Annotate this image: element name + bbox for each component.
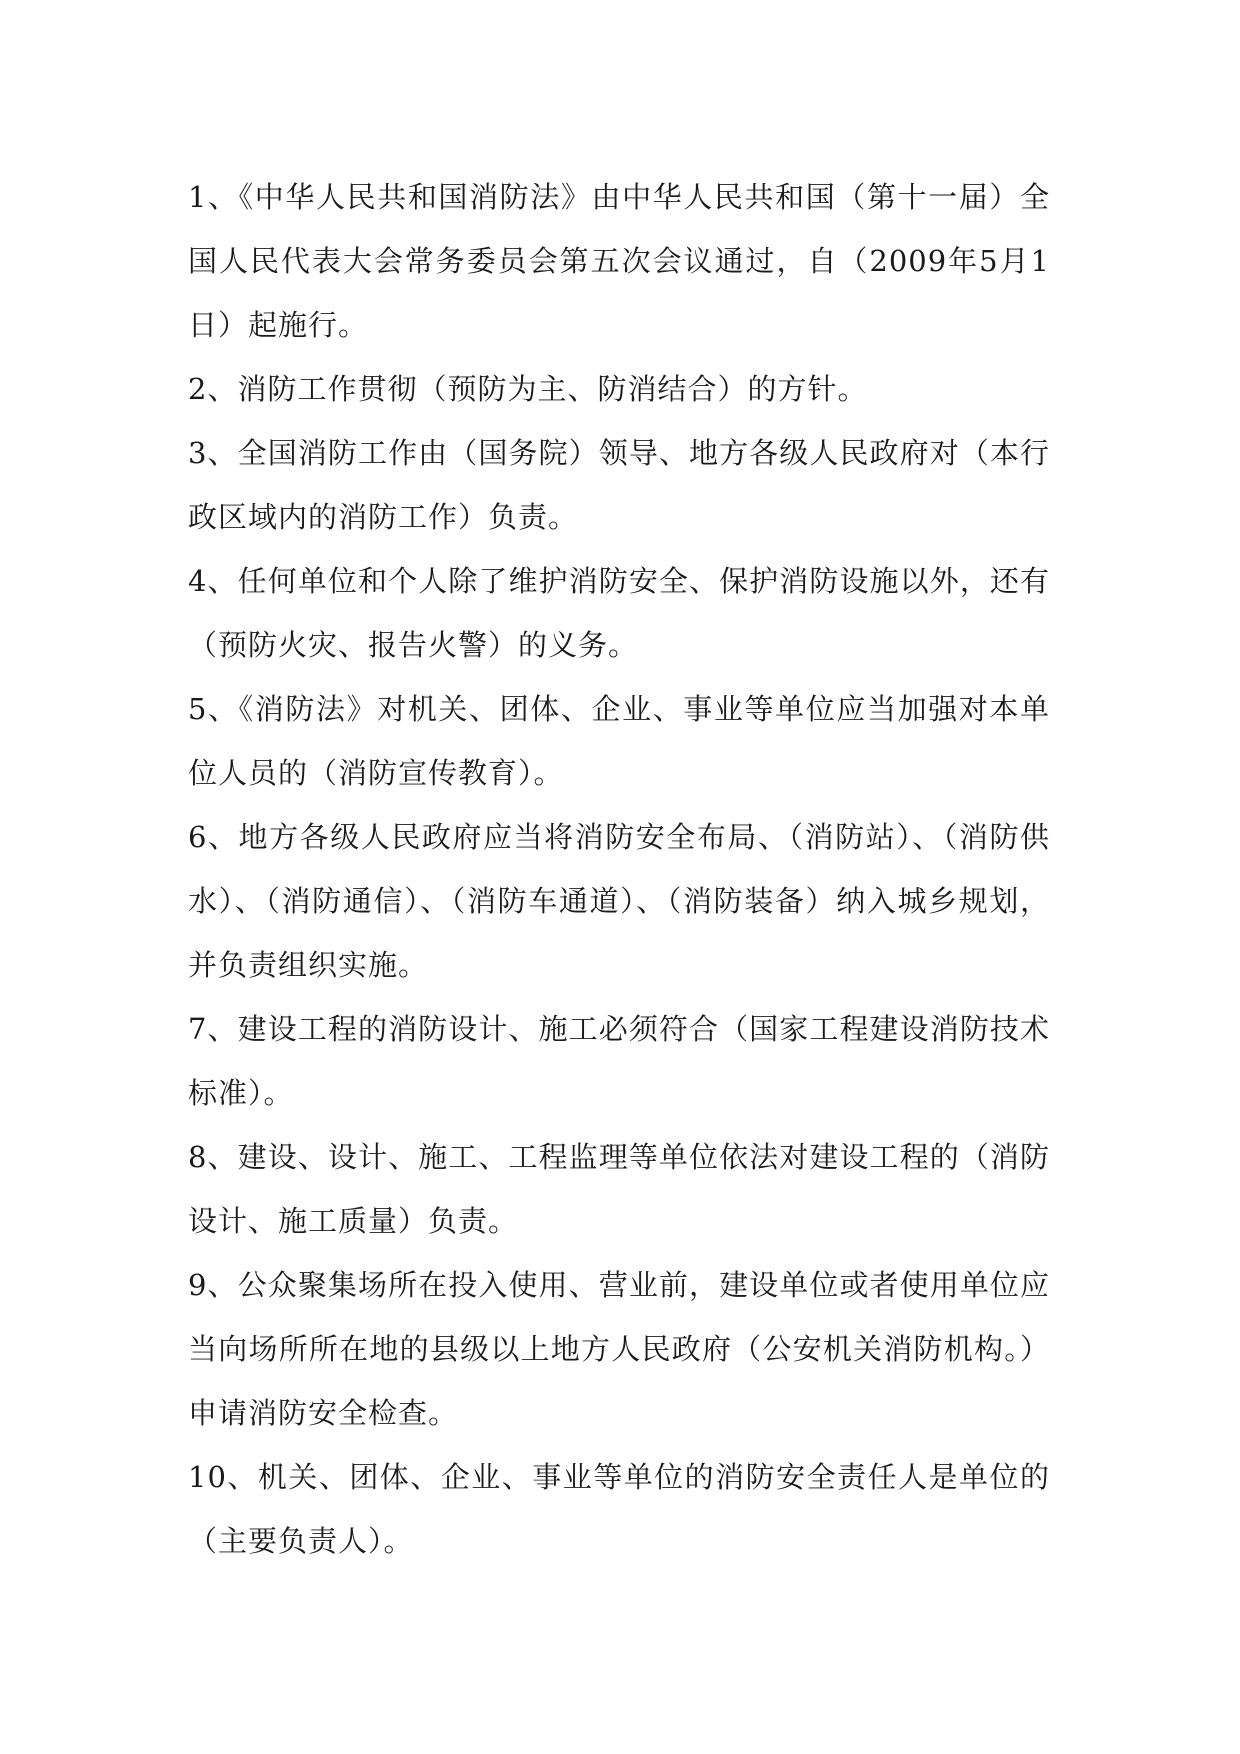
- document-body: [188, 165, 1050, 1573]
- list-item-6: 6、地方各级人民政府应当将消防安全布局、（消防站）、（消防供水）、（消防通信）、（消防车通道）、（消防装备）纳入城乡规划，并负责组织实施。: [188, 820, 1050, 982]
- list-item-10: 10、机关、团体、企业、事业等单位的消防安全责任人是单位的（主要负责人）。: [188, 1460, 1050, 1558]
- list-item-1: 1、《中华人民共和国消防法》由中华人民共和国（第十一届）全国人民代表大会常务委员会第五次会议通过，自（2009年5月1日）起施行。: [188, 180, 1050, 342]
- list-item-5: 5、《消防法》对机关、团体、企业、事业等单位应当加强对本单位人员的（消防宣传教育）。: [188, 692, 1050, 790]
- list-item-2: 2、消防工作贯彻（预防为主、防消结合）的方针。: [188, 372, 868, 406]
- list-item-7: 7、建设工程的消防设计、施工必须符合（国家工程建设消防技术标准）。: [188, 1012, 1050, 1110]
- list-item-4: 4、任何单位和个人除了维护消防安全、保护消防设施以外，还有（预防火灾、报告火警）的义务。: [188, 564, 1050, 662]
- list-item-8: 8、建设、设计、施工、工程监理等单位依法对建设工程的（消防设计、施工质量）负责。: [188, 1140, 1050, 1238]
- list-item-3: 3、全国消防工作由（国务院）领导、地方各级人民政府对（本行政区域内的消防工作）负责。: [188, 436, 1050, 534]
- list-item-9: 9、公众聚集场所在投入使用、营业前，建设单位或者使用单位应当向场所所在地的县级以上地方人民政府（公安机关消防机构。）申请消防安全检查。: [188, 1268, 1050, 1430]
